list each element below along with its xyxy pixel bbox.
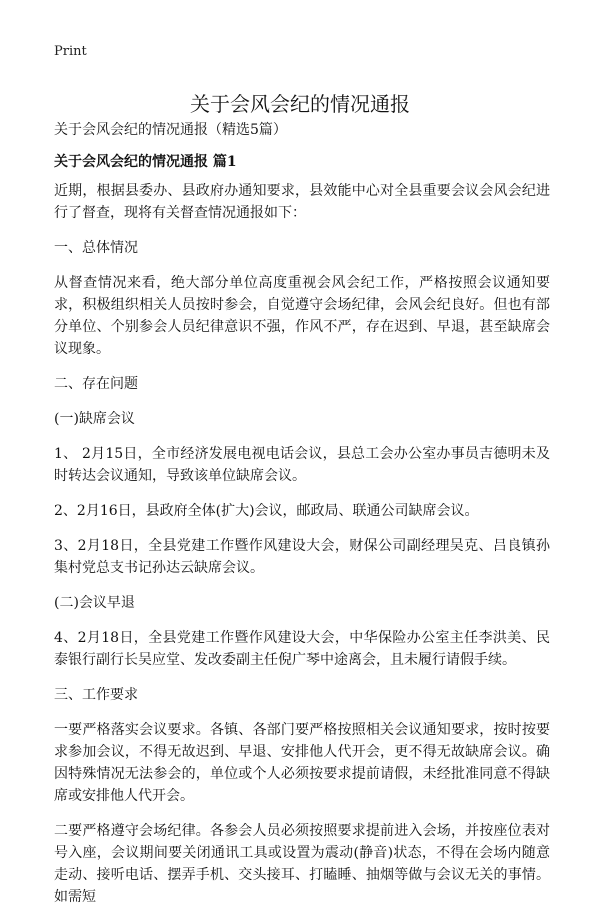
document-body xyxy=(54,180,550,921)
paragraph-overall: 从督查情况来看，绝大部分单位高度重视会风会纪工作，严格按照会议通知要求，积极组织相关人员按时参会，自觉遵守会场纪律，会风会纪良好。但也有部分单位、个别参会人员纪律意识不强，作风不严，存在迟到、早退，甚至缺席会议现象。 xyxy=(54,275,550,357)
paragraph-item-2: 2、2月16日，县政府全体(扩大)会议，邮政局、联通公司缺席会议。 xyxy=(54,503,479,519)
heading-problems: 二、存在问题 xyxy=(54,376,138,392)
paragraph-item-3: 3、2月18日，全县党建工作暨作风建设大会，财保公司副经理吴克、吕良镇孙集村党总支书记孙达云缺席会议。 xyxy=(54,538,550,576)
paragraph-intro: 近期，根据县委办、县政府办通知要求，县效能中心对全县重要会议会风会纪进行了督查，现将有关督查情况通报如下： xyxy=(54,183,550,221)
paragraph-item-4: 4、2月18日，全县党建工作暨作风建设大会，中华保险办公室主任李洪美、民泰银行副行长吴应堂、发改委副主任倪广琴中途离会，且未履行请假手续。 xyxy=(54,630,550,668)
heading-overall: 一、总体情况 xyxy=(54,240,138,256)
heading-requirements: 三、工作要求 xyxy=(54,687,138,703)
paragraph-item-1: 1、 2月15日，全市经济发展电视电话会议，县总工会办公室办事员吉德明未及时转达会议通知，导致该单位缺席会议。 xyxy=(54,446,550,484)
paragraph-requirement-1: 一要严格落实会议要求。各镇、各部门要严格按照相关会议通知要求，按时按要求参加会议，不得无故迟到、早退、安排他人代开会，更不得无故缺席会议。确因特殊情况无法参会的，单位或个人必须按要求提前请假，未经批准同意不得缺席或安排他人代开会。 xyxy=(54,722,550,804)
document-title: 关于会风会纪的情况通报 xyxy=(190,92,410,117)
subheading-absence: (一)缺席会议 xyxy=(54,411,135,427)
document-subtitle: 关于会风会纪的情况通报（精选5篇） xyxy=(54,122,287,138)
subheading-early-leave: (二)会议早退 xyxy=(54,595,135,611)
section-heading: 关于会风会纪的情况通报 篇1 xyxy=(54,154,237,170)
paragraph-requirement-2: 二要严格遵守会场纪律。各参会人员必须按照要求提前进入会场，并按座位表对号入座，会议期间要关闭通讯工具或设置为震动(静音)状态，不得在会场内随意走动、接听电话、摆弄手机、交头接耳、打瞌睡、抽烟等做与会议无关的事情。如需短 xyxy=(54,823,550,905)
print-link[interactable]: Print xyxy=(54,44,87,59)
